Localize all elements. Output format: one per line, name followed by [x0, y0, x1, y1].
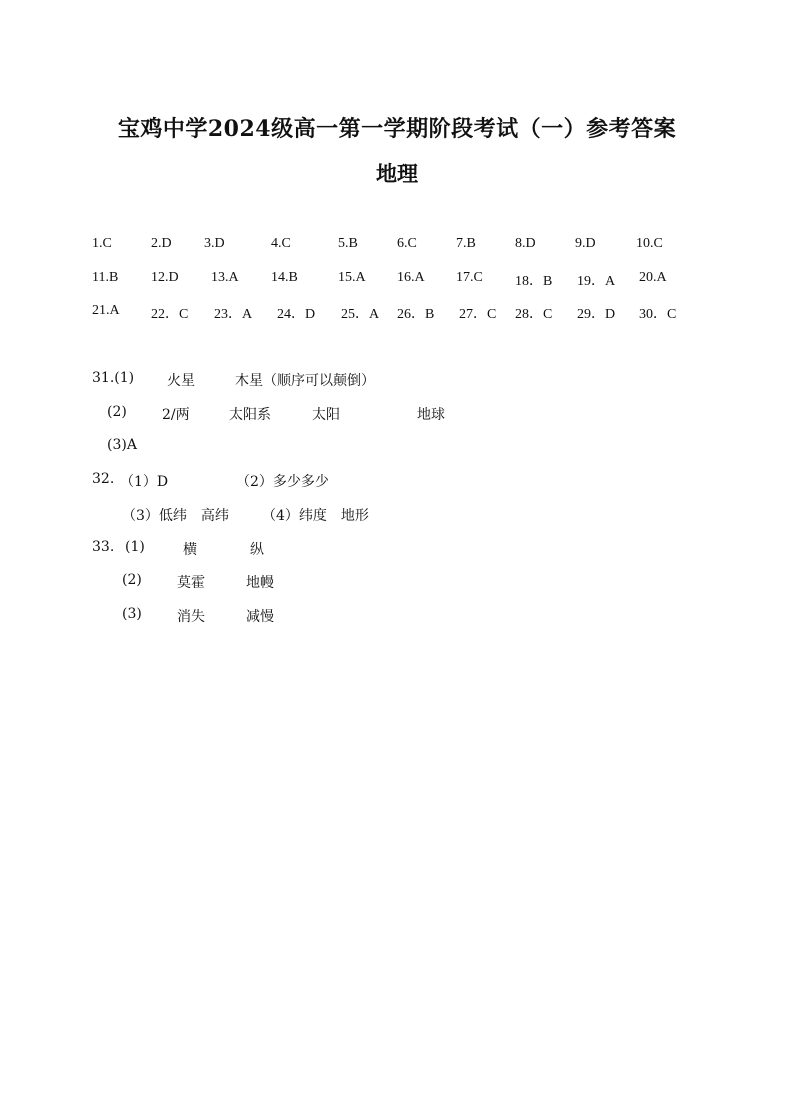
answer-item: 9.D: [575, 236, 596, 251]
q32-label: 32.: [92, 471, 115, 487]
q33-part-label: (1): [125, 539, 145, 555]
q33-answer: 地幔: [246, 575, 274, 591]
answer-item: 17.C: [456, 270, 483, 285]
q33-part-label: (2): [122, 572, 142, 588]
answer-item: 8.D: [515, 236, 536, 251]
q32-answer: （4）纬度 地形: [262, 508, 369, 524]
document-title: 宝鸡中学2024级高一第一学期阶段考试（一）参考答案: [117, 116, 677, 142]
answer-item: 3.D: [204, 236, 225, 251]
answer-item: 2.D: [151, 236, 172, 251]
answer-item: 5.B: [338, 236, 358, 251]
q32-answer: （1）D: [120, 474, 169, 490]
answer-row-1: [0, 236, 794, 256]
answer-item: 16.A: [397, 270, 425, 285]
answer-item: 12.D: [151, 270, 179, 285]
q33-answer: 横: [183, 542, 197, 558]
q31-answer: (3)A: [107, 437, 137, 453]
q33-answer: 纵: [250, 542, 264, 558]
answer-item: 10.C: [636, 236, 663, 251]
answer-item: 21.A: [92, 303, 120, 318]
answer-item: 26．B: [397, 307, 435, 322]
answer-item: 13.A: [211, 270, 239, 285]
answer-item: 15.A: [338, 270, 366, 285]
answer-item: 30．C: [639, 307, 677, 322]
answer-item: 11.B: [92, 270, 119, 285]
answer-item: 7.B: [456, 236, 476, 251]
q32-answer: （3）低纬 高纬: [122, 508, 229, 524]
q31-answer: 太阳系: [229, 407, 271, 423]
answer-item: 20.A: [639, 270, 667, 285]
answer-item: 23．A: [214, 307, 253, 322]
answer-row-3: [0, 303, 794, 323]
q33-part-label: (3): [122, 606, 142, 622]
q33-answer: 消失: [177, 609, 205, 625]
q33-answer: 减慢: [246, 609, 274, 625]
answer-item: 28．C: [515, 307, 553, 322]
q31-answer: 2/两: [162, 407, 190, 423]
answer-item: 22．C: [151, 307, 189, 322]
answer-row-2: [0, 270, 794, 290]
answer-item: 6.C: [397, 236, 417, 251]
q32-answer: （2）多少多少: [236, 474, 329, 490]
q33-label: 33.: [92, 539, 115, 555]
q33-answer: 莫霍: [177, 575, 205, 591]
answer-item: 25．A: [341, 307, 380, 322]
q31-answer: 木星（顺序可以颠倒）: [235, 373, 375, 389]
q31-part-label: (2): [107, 404, 127, 420]
q31-answer: 太阳: [312, 407, 340, 423]
answer-item: 4.C: [271, 236, 291, 251]
q31-label: 31.(1): [92, 370, 135, 386]
answer-item: 29．D: [577, 307, 616, 322]
q31-answer: 地球: [417, 407, 445, 423]
answer-item: 27．C: [459, 307, 497, 322]
q31-answer: 火星: [167, 373, 195, 389]
answer-item: 14.B: [271, 270, 298, 285]
document-subject: 地理: [376, 161, 418, 186]
answer-item: 19．A: [577, 274, 616, 289]
answer-item: 24．D: [277, 307, 316, 322]
answer-item: 1.C: [92, 236, 112, 251]
answer-item: 18．B: [515, 274, 553, 289]
